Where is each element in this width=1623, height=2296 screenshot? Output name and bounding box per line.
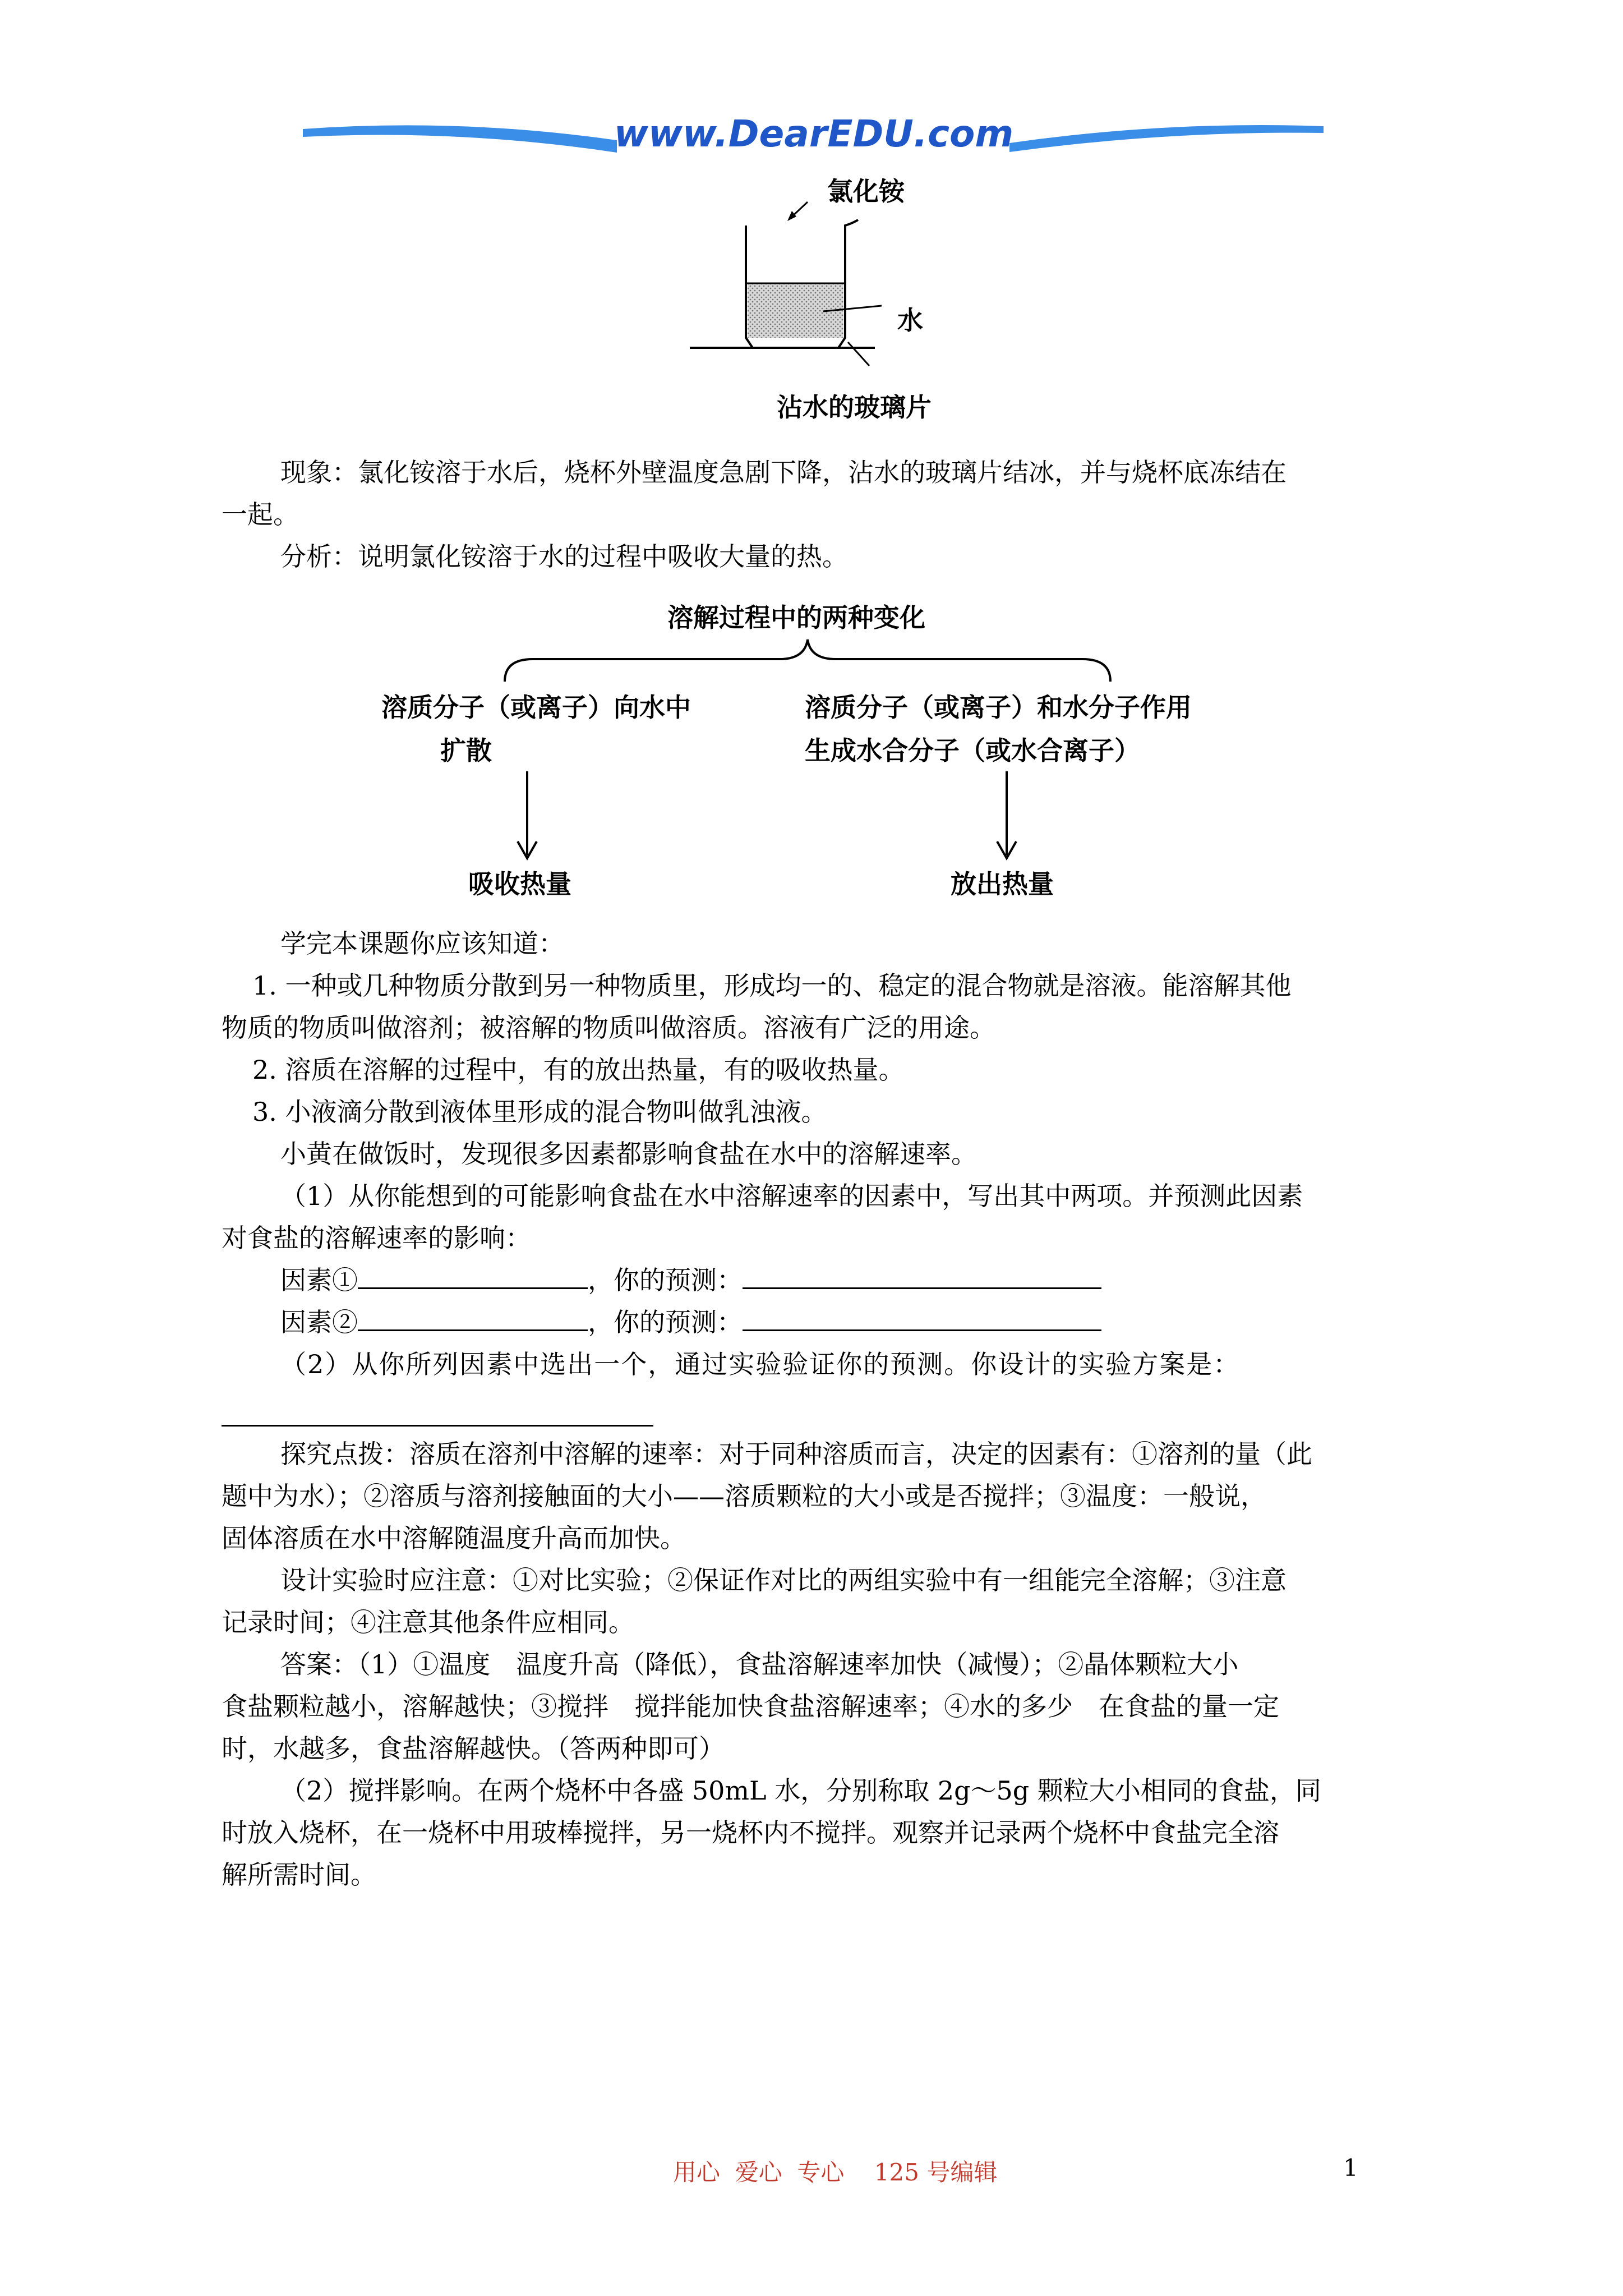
prediction-2-blank[interactable]	[743, 1307, 1101, 1331]
summary-item-3: 3. 小液滴分散到液体里形成的混合物叫做乳浊液。	[252, 1097, 827, 1127]
question-part-1-line-2: 对食盐的溶解速率的影响：	[222, 1223, 531, 1253]
factor-1-label: 因素①	[280, 1265, 358, 1295]
flow-arrow-right	[993, 771, 1021, 861]
analysis-text: 分析：说明氯化铵溶于水的过程中吸收大量的热。	[280, 541, 848, 572]
factor-1-prediction-label: ，你的预测：	[588, 1265, 743, 1295]
summary-item-1-line-1: 1. 一种或几种物质分散到另一种物质里，形成均一的、稳定的混合物就是溶液。能溶解其他	[252, 970, 1292, 1001]
flow-right-line-1: 溶质分子（或离子）和水分子作用	[805, 692, 1192, 723]
factor-2-blank[interactable]	[358, 1307, 588, 1331]
answer-2-line-3: 解所需时间。	[222, 1860, 376, 1890]
hint-1-line-2: 题中为水）；②溶质与溶剂接触面的大小——溶质颗粒的大小或是否搅拌；③温度：一般说，	[222, 1481, 1266, 1511]
header-swoosh-left	[303, 118, 617, 157]
hint-1-line-3: 固体溶质在水中溶解随温度升高而加快。	[222, 1523, 686, 1553]
flow-title: 溶解过程中的两种变化	[667, 602, 925, 633]
factor-row-2	[280, 1307, 1101, 1337]
question-part-2: （2）从你所列因素中选出一个，通过实验验证你的预测。你设计的实验方案是：	[280, 1349, 1241, 1379]
label-water: 水	[897, 305, 923, 335]
factor-1-blank[interactable]	[358, 1265, 588, 1289]
hint-2-line-2: 记录时间；④注意其他条件应相同。	[222, 1607, 634, 1637]
summary-item-2: 2. 溶质在溶解的过程中，有的放出热量，有的吸收热量。	[252, 1055, 905, 1085]
answer-1-line-2: 食盐颗粒越小，溶解越快；③搅拌 搅拌能加快食盐溶解速率；④水的多少 在食盐的量一定	[222, 1691, 1279, 1722]
answer-1-line-1: 答案：（1）①温度 温度升高（降低），食盐溶解速率加快（减慢）；②晶体颗粒大小	[280, 1649, 1239, 1680]
footer-text: 用心 爱心 专心 125 号编辑	[673, 2159, 998, 2186]
prediction-1-blank[interactable]	[743, 1265, 1101, 1289]
factor-2-prediction-label: ，你的预测：	[588, 1307, 743, 1337]
flow-arrow-left	[513, 771, 541, 861]
label-wet-glass: 沾水的玻璃片	[777, 392, 932, 422]
hint-1-line-1: 探究点拨：溶质在溶剂中溶解的速率：对于同种溶质而言，决定的因素有：①溶剂的量（此	[280, 1439, 1312, 1469]
flow-left-line-1: 溶质分子（或离子）向水中	[381, 692, 691, 723]
header-swoosh-right	[1009, 121, 1324, 154]
answer-2-line-1: （2）搅拌影响。在两个烧杯中各盛 50mL 水，分别称取 2g～5g 颗粒大小相同的食盐，同	[280, 1775, 1321, 1806]
header-logo: www.DearEDU.com	[614, 112, 1014, 155]
flow-right-result: 放出热量	[951, 869, 1054, 899]
summary-item-1-line-2: 物质的物质叫做溶剂；被溶解的物质叫做溶质。溶液有广泛的用途。	[222, 1013, 995, 1043]
question-intro: 小黄在做饭时，发现很多因素都影响食盐在水中的溶解速率。	[280, 1139, 977, 1169]
factor-2-label: 因素②	[280, 1307, 358, 1337]
phenomenon-line-1: 现象：氯化铵溶于水后，烧杯外壁温度急剧下降，沾水的玻璃片结冰，并与烧杯底冻结在	[280, 457, 1287, 487]
phenomenon-line-2: 一起。	[222, 499, 299, 530]
label-ammonium-chloride: 氯化铵	[827, 176, 905, 206]
question-part-1-line-1: （1）从你能想到的可能影响食盐在水中溶解速率的因素中，写出其中两项。并预测此因素	[280, 1181, 1303, 1211]
answer-1-line-3: 时，水越多，食盐溶解越快。（答两种即可）	[222, 1733, 725, 1764]
beaker-figure	[673, 191, 909, 376]
answer-blank-line[interactable]	[222, 1425, 653, 1427]
flow-left-result: 吸收热量	[468, 869, 571, 899]
answer-2-line-2: 时放入烧杯，在一烧杯中用玻棒搅拌，另一烧杯内不搅拌。观察并记录两个烧杯中食盐完全溶	[222, 1818, 1279, 1848]
flow-brace	[499, 637, 1116, 687]
flow-right-line-2: 生成水合分子（或水合离子）	[805, 735, 1140, 766]
summary-intro: 学完本课题你应该知道：	[280, 928, 564, 959]
page-number: 1	[1343, 2154, 1358, 2182]
flow-left-line-2: 扩散	[440, 735, 492, 766]
factor-row-1	[280, 1265, 1101, 1295]
hint-2-line-1: 设计实验时应注意：①对比实验；②保证作对比的两组实验中有一组能完全溶解；③注意	[280, 1565, 1287, 1595]
